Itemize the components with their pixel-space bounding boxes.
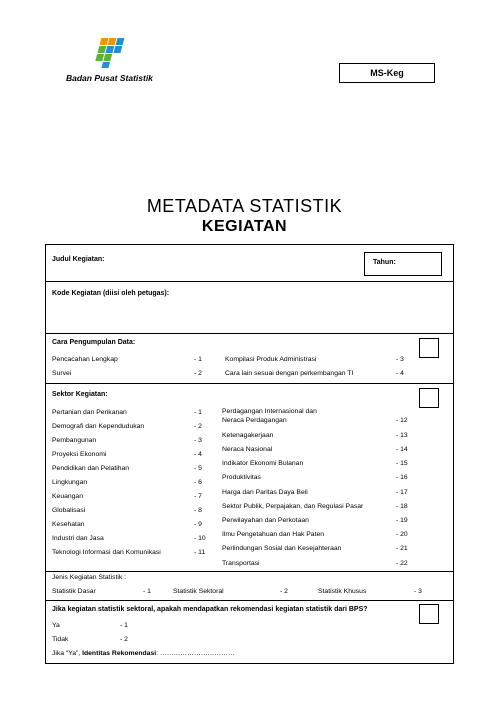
sektor-right-label: Harga dan Paritas Daya Beli [222, 489, 308, 496]
kode-label: Kode Kegiatan (diisi oleh petugas): [52, 290, 170, 297]
tidak-label: Tidak [52, 636, 69, 643]
tahun-label: Tahun: [373, 259, 396, 266]
sektor-left-code: - 8 [194, 507, 202, 514]
sektor-right-code: - 16 [396, 474, 408, 481]
sektor-left-label: Globalisasi [52, 507, 86, 514]
sektor-left-label: Proyeksi Ekonomi [52, 451, 107, 458]
sektor-left-label: Demografi dan Kependudukan [52, 423, 145, 430]
sektor-left-code: - 6 [194, 479, 202, 486]
sektor-right-code: - 14 [396, 446, 408, 453]
sektor-left-code: - 4 [194, 451, 202, 458]
sektor-right-code: - 17 [396, 489, 408, 496]
divider [46, 383, 453, 384]
sektor-left-code: - 9 [194, 521, 202, 528]
sektor-right-label: Produktivitas [222, 474, 261, 481]
org-name: Badan Pusat Statistik [66, 73, 153, 83]
sektor-left-label: Pertanian dan Perikanan [52, 409, 127, 416]
sektor-right-code: - 20 [396, 531, 408, 538]
cara-label: Cara Pengumpulan Data: [52, 339, 136, 346]
jenis-option-label: Statistik Sektoral [173, 588, 224, 595]
sektor-right-code: - 13 [396, 432, 408, 439]
sektor-right-code: - 15 [396, 460, 408, 467]
sektor-right-label: Indikator Ekonomi Bulanan [222, 460, 304, 467]
sektor-answer-box[interactable] [419, 388, 439, 408]
sektor-right-label: Sektor Publik, Perpajakan, dan Regulasi Pasar [222, 503, 364, 510]
identitas-line [52, 650, 235, 657]
sektor-left-label: Kesehatan [52, 521, 85, 528]
divider [46, 600, 453, 601]
cara-option-label: Kompilasi Produk Administrasi [225, 356, 317, 363]
cara-option-label: Survei [52, 370, 72, 377]
sektor-left-code: - 2 [194, 423, 202, 430]
identitas-prefix: Jika “Ya”, [52, 650, 81, 657]
bps-logo [88, 36, 130, 72]
sektor-right-label: Transportasi [222, 560, 260, 567]
page-subtitle: KEGIATAN [201, 218, 288, 235]
sektor-right-code: - 21 [396, 545, 408, 552]
sektor-left-label: Lingkungan [52, 479, 88, 486]
sektor-right-label: Perwilayahan dan Perkotaan [222, 517, 309, 524]
identitas-label: Identitas Rekomendasi [82, 650, 157, 657]
sektor-right-code: - 18 [396, 503, 408, 510]
jenis-option-code: - 2 [280, 588, 288, 595]
sektor-right-label: Ilmu Pengetahuan dan Hak Paten [222, 531, 325, 538]
cara-option-label: Pencacahan Lengkap [52, 356, 118, 363]
judul-label: Judul Kegiatan: [52, 256, 105, 263]
identitas-dots: : …………………………… [156, 650, 235, 657]
divider [46, 281, 453, 282]
cara-option-code: - 2 [194, 370, 202, 377]
sektor-left-label: Pendidikan dan Pelatihan [52, 465, 130, 472]
jenis-option-code: - 3 [414, 588, 422, 595]
jenis-label: Jenis Kegiatan Statistik : [52, 574, 127, 581]
sektor-left-code: - 3 [194, 437, 202, 444]
divider [46, 571, 453, 572]
sektor-left-code: - 5 [194, 465, 202, 472]
sektor-right-label: Neraca Nasional [222, 446, 273, 453]
rekomendasi-question: Jika kegiatan statistik sektoral, apakah mendapatkan rekomendasi kegiatan statistik dari BPS? [52, 606, 368, 613]
sektor-right-code: - 19 [396, 517, 408, 524]
sektor-right-code: - 22 [396, 560, 408, 567]
cara-option-code: - 3 [396, 356, 404, 363]
cara-answer-box[interactable] [419, 338, 439, 358]
sektor-left-label: Keuangan [52, 493, 83, 500]
metadata-form [45, 244, 454, 664]
sektor-right-label: Perlindungan Sosial dan Kesejahteraan [222, 545, 342, 552]
ya-code: - 1 [120, 622, 128, 629]
jenis-option-label: Statistik Khusus [318, 588, 367, 595]
cara-option-code: - 4 [396, 370, 404, 377]
divider [46, 333, 453, 334]
sektor-left-label: Industri dan Jasa [52, 535, 104, 542]
form-code-box: MS-Keg [339, 63, 435, 83]
sektor-left-code: - 10 [194, 535, 206, 542]
page-title: METADATA STATISTIK [146, 196, 343, 216]
sektor-right-code: - 12 [396, 417, 408, 424]
cara-option-code: - 1 [194, 356, 202, 363]
tahun-field[interactable] [364, 252, 442, 276]
jenis-option-code: - 1 [143, 588, 151, 595]
sektor-left-code: - 11 [194, 549, 206, 556]
sektor-left-label: Pembangunan [52, 437, 97, 444]
sektor-left-label: Teknologi Informasi dan Komunikasi [52, 549, 161, 556]
cara-option-label: Cara lain sesuai dengan perkembangan TI [225, 370, 354, 377]
sektor-left-code: - 1 [194, 409, 202, 416]
jenis-option-label: Statistik Dasar [52, 588, 96, 595]
ya-label: Ya [52, 622, 60, 629]
sektor-right-label: Ketenagakerjaan [222, 432, 274, 439]
rekomendasi-answer-box[interactable] [419, 604, 439, 624]
sektor-label: Sektor Kegiatan: [52, 391, 108, 398]
sektor-left-code: - 7 [194, 493, 202, 500]
sektor-right-label: Neraca Perdagangan [222, 417, 287, 424]
tidak-code: - 2 [120, 636, 128, 643]
sektor-right-label: Perdagangan Internasional dan [222, 408, 317, 415]
